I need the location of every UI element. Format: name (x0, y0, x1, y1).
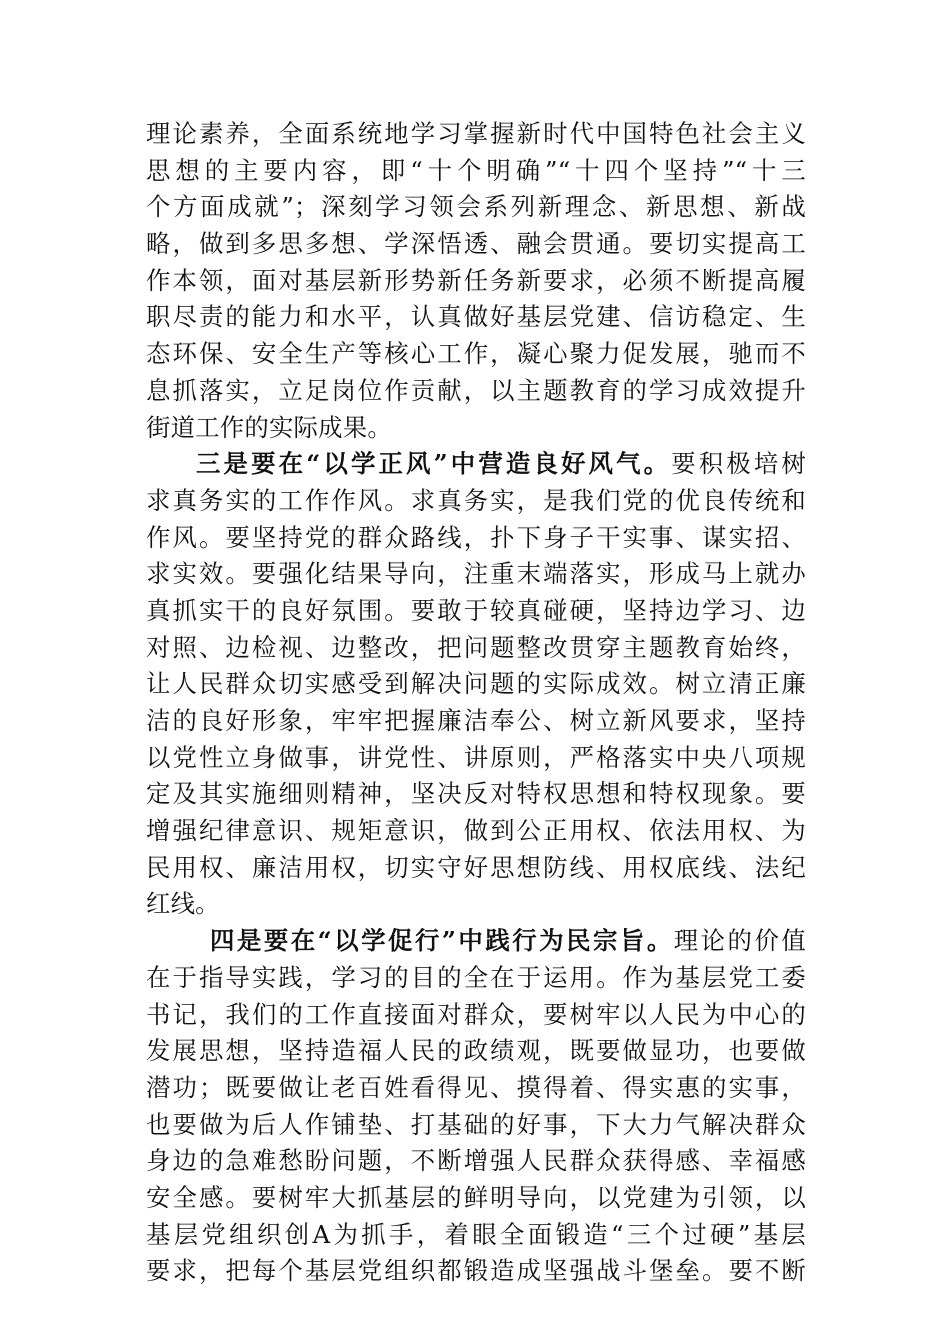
text-line: 在于指导实践，学习的目的全在于运用。作为基层党工委 (146, 962, 806, 992)
paragraph-first-line (146, 923, 806, 960)
text-line: 真抓实干的良好氛围。要敢于较真碰硬，坚持边学习、边 (146, 595, 806, 625)
text-line: 求真务实的工作作风。求真务实，是我们党的优良传统和 (146, 485, 806, 515)
text-line: 思想的主要内容，即“十个明确”“十四个坚持”“十三 (146, 155, 806, 185)
text-line: 略，做到多思多想、学深悟透、融会贯通。要切实提高工 (146, 229, 806, 259)
text-line: 也要做为后人作铺垫、打基础的好事，下大力气解决群众 (146, 1109, 806, 1139)
text-line: 定及其实施细则精神，坚决反对特权思想和特权现象。要 (146, 779, 806, 809)
text-line: 息抓落实，立足岗位作贡献，以主题教育的学习成效提升 (146, 375, 806, 405)
text-line: 作本领，面对基层新形势新任务新要求，必须不断提高履 (146, 265, 806, 295)
paragraph-heading: 四是要在“以学促行”中践行为民宗旨。 (210, 926, 674, 956)
text-line: 对照、边检视、边整改，把问题整改贯穿主题教育始终， (146, 632, 806, 662)
text-line: 民用权、廉洁用权，切实守好思想防线、用权底线、法纪 (146, 852, 806, 882)
text-line: 职尽责的能力和水平，认真做好基层党建、信访稳定、生 (146, 302, 806, 332)
text-line: 理论素养，全面系统地学习掌握新时代中国特色社会主义 (146, 119, 806, 148)
paragraph-heading: 三是要在“以学正风”中营造良好风气。 (196, 449, 672, 479)
text-line: 洁的良好形象，牢牢把握廉洁奉公、树立新风要求，坚持 (146, 706, 806, 735)
text-line: 基层党组织创A为抓手，着眼全面锻造“三个过硬”基层 (146, 1219, 806, 1249)
paragraph-3 (146, 923, 806, 1290)
heading-line-rest: 理论的价值 (673, 926, 806, 956)
text-line: 作风。要坚持党的群众路线，扑下身子干实事、谋实招、 (146, 522, 806, 552)
text-line: 身边的急难愁盼问题，不断增强人民群众获得感、幸福感 (146, 1146, 806, 1176)
text-line: 让人民群众切实感受到解决问题的实际成效。树立清正廉 (146, 669, 806, 699)
text-line: 态环保、安全生产等核心工作，凝心聚力促发展，驰而不 (146, 339, 806, 369)
text-line: 红线。 (146, 889, 220, 919)
paragraph-1 (146, 116, 806, 446)
heading-line-rest: 要积极培树 (671, 449, 806, 479)
paragraph-first-line (146, 446, 806, 483)
text-line: 增强纪律意识、规矩意识，做到公正用权、依法用权、为 (146, 816, 806, 846)
text-line: 发展思想，坚持造福人民的政绩观，既要做显功，也要做 (146, 1036, 806, 1066)
text-line: 书记，我们的工作直接面对群众，要树牢以人民为中心的 (146, 999, 806, 1029)
text-line: 潜功；既要做让老百姓看得见、摸得着、得实惠的实事， (146, 1072, 806, 1102)
document-body (146, 116, 806, 1290)
text-line: 以党性立身做事，讲党性、讲原则，严格落实中央八项规 (146, 742, 806, 772)
text-line: 要求，把每个基层党组织都锻造成坚强战斗堡垒。要不断 (146, 1256, 806, 1286)
text-line: 街道工作的实际成果。 (146, 412, 392, 442)
text-line: 求实效。要强化结果导向，注重末端落实，形成马上就办 (146, 559, 806, 589)
text-line: 安全感。要树牢大抓基层的鲜明导向，以党建为引领，以 (146, 1182, 806, 1212)
text-line: 个方面成就”；深刻学习领会系列新理念、新思想、新战 (146, 192, 806, 222)
paragraph-2 (146, 446, 806, 923)
